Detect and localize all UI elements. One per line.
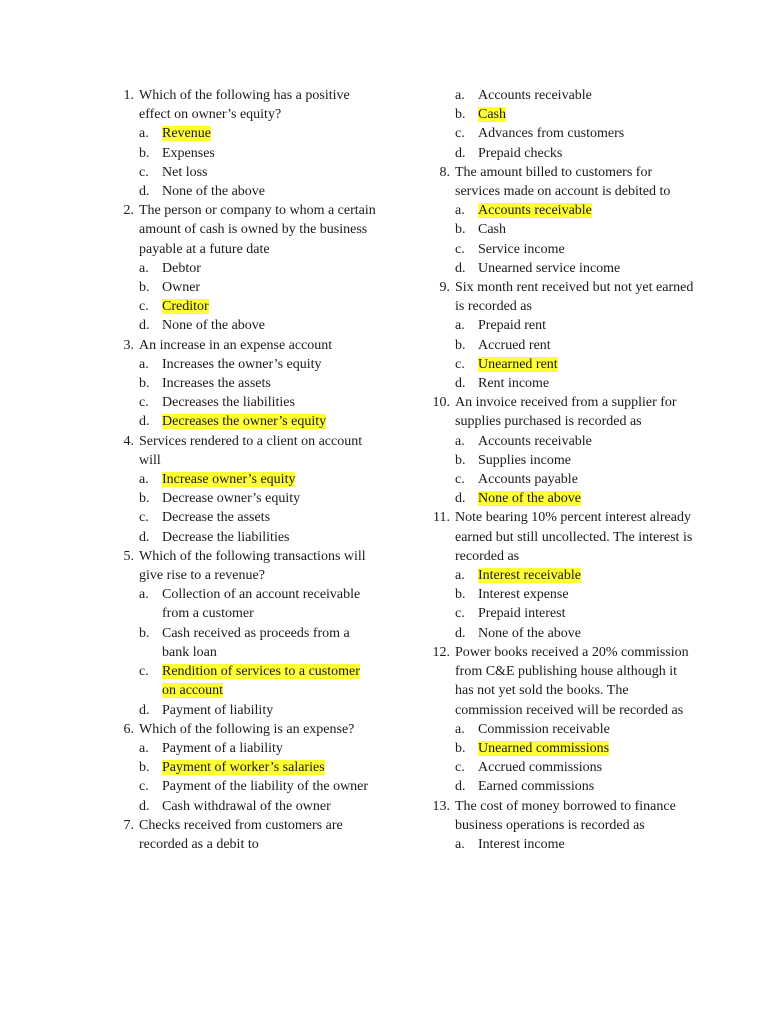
right-column bbox=[424, 86, 696, 854]
highlighted-answer: Payment of worker’s salaries bbox=[162, 760, 325, 776]
answer-options bbox=[424, 566, 696, 643]
highlighted-answer: Unearned commissions bbox=[478, 740, 610, 756]
answer-option bbox=[139, 144, 376, 163]
answer-options bbox=[424, 432, 696, 509]
answer-option bbox=[455, 105, 696, 124]
option-letter: c. bbox=[455, 356, 465, 372]
highlighted-answer: Increase owner’s equity bbox=[162, 472, 296, 488]
option-letter: b. bbox=[139, 145, 150, 161]
answer-option bbox=[139, 758, 376, 777]
question-number: 12. bbox=[432, 644, 450, 660]
highlighted-answer: Interest receivable bbox=[478, 568, 581, 584]
option-text: Interest income bbox=[478, 836, 565, 852]
option-letter: b. bbox=[139, 760, 150, 776]
question-text: Power books received a 20% commission from C&E publishing house although it has not yet sold the books. The commission received will be recorded as bbox=[455, 644, 689, 718]
question-number: 5. bbox=[123, 548, 134, 564]
answer-option bbox=[455, 489, 696, 508]
highlighted-answer: Rendition of services to a customer on account bbox=[162, 664, 360, 699]
question-number: 4. bbox=[123, 433, 134, 449]
option-letter: d. bbox=[139, 414, 150, 430]
question-text: Checks received from customers are recorded as a debit to bbox=[139, 817, 343, 852]
answer-option bbox=[139, 393, 376, 412]
answer-option bbox=[455, 835, 696, 854]
answer-option bbox=[455, 259, 696, 278]
question-number: 9. bbox=[439, 280, 450, 296]
answer-options bbox=[424, 86, 696, 163]
answer-option bbox=[139, 470, 376, 489]
highlighted-answer: Cash bbox=[478, 107, 506, 123]
option-letter: b. bbox=[139, 491, 150, 507]
option-text: Collection of an account receivable from a customer bbox=[162, 587, 361, 622]
question-text: An increase in an expense account bbox=[139, 337, 333, 353]
option-text: Accounts payable bbox=[478, 472, 578, 488]
option-letter: c. bbox=[139, 779, 149, 795]
option-text: Prepaid checks bbox=[478, 145, 563, 161]
option-text: Rent income bbox=[478, 376, 550, 392]
left-column bbox=[108, 86, 376, 854]
question bbox=[108, 86, 376, 124]
option-letter: d. bbox=[455, 491, 466, 507]
option-text: None of the above bbox=[162, 184, 266, 200]
option-text: Commission receivable bbox=[478, 721, 610, 737]
answer-option bbox=[139, 585, 376, 623]
answer-option bbox=[455, 739, 696, 758]
answer-option bbox=[455, 432, 696, 451]
answer-option bbox=[455, 355, 696, 374]
option-letter: d. bbox=[139, 798, 150, 814]
question bbox=[108, 336, 376, 355]
option-letter: c. bbox=[139, 664, 149, 680]
highlighted-answer: Revenue bbox=[162, 126, 211, 142]
option-letter: c. bbox=[455, 472, 465, 488]
option-letter: b. bbox=[139, 625, 150, 641]
option-letter: d. bbox=[139, 184, 150, 200]
option-letter: c. bbox=[139, 299, 149, 315]
answer-option bbox=[455, 758, 696, 777]
option-letter: d. bbox=[139, 702, 150, 718]
answer-options bbox=[424, 835, 696, 854]
answer-option bbox=[139, 508, 376, 527]
option-letter: b. bbox=[455, 107, 466, 123]
option-text: Decrease the assets bbox=[162, 510, 271, 526]
option-letter: c. bbox=[139, 164, 149, 180]
option-text: Debtor bbox=[162, 260, 201, 276]
option-letter: b. bbox=[455, 740, 466, 756]
option-letter: d. bbox=[139, 318, 150, 334]
answer-options bbox=[108, 355, 376, 432]
option-letter: c. bbox=[455, 241, 465, 257]
question-number: 13. bbox=[432, 798, 450, 814]
option-letter: a. bbox=[455, 318, 465, 334]
option-text: Earned commissions bbox=[478, 779, 595, 795]
answer-option bbox=[139, 278, 376, 297]
answer-option bbox=[139, 163, 376, 182]
option-letter: b. bbox=[455, 452, 466, 468]
question-text: Which of the following has a positive effect on owner’s equity? bbox=[139, 88, 350, 123]
option-letter: d. bbox=[455, 779, 466, 795]
option-letter: b. bbox=[455, 587, 466, 603]
answer-option bbox=[455, 720, 696, 739]
option-text: Service income bbox=[478, 241, 565, 257]
answer-option bbox=[139, 777, 376, 796]
question bbox=[424, 163, 696, 201]
question-text: The person or company to whom a certain amount of cash is owned by the business payable at a future date bbox=[139, 203, 376, 257]
answer-options bbox=[108, 739, 376, 816]
answer-option bbox=[455, 201, 696, 220]
option-letter: b. bbox=[455, 337, 466, 353]
question-text: An invoice received from a supplier for supplies purchased is recorded as bbox=[455, 395, 677, 430]
answer-option bbox=[455, 624, 696, 643]
answer-options bbox=[108, 585, 376, 719]
answer-option bbox=[455, 144, 696, 163]
answer-option bbox=[455, 316, 696, 335]
answer-option bbox=[455, 220, 696, 239]
option-text: Cash withdrawal of the owner bbox=[162, 798, 331, 814]
question bbox=[424, 393, 696, 431]
answer-option bbox=[139, 739, 376, 758]
option-letter: a. bbox=[455, 433, 465, 449]
option-text: Prepaid interest bbox=[478, 606, 566, 622]
option-text: None of the above bbox=[162, 318, 266, 334]
answer-option bbox=[139, 624, 376, 662]
answer-option bbox=[455, 604, 696, 623]
question bbox=[424, 508, 696, 566]
option-letter: a. bbox=[455, 836, 465, 852]
answer-option bbox=[139, 489, 376, 508]
answer-option bbox=[455, 240, 696, 259]
question-number: 8. bbox=[439, 164, 450, 180]
highlighted-answer: Creditor bbox=[162, 299, 209, 315]
option-letter: c. bbox=[455, 126, 465, 142]
highlighted-answer: None of the above bbox=[478, 491, 582, 507]
option-letter: d. bbox=[455, 145, 466, 161]
option-letter: b. bbox=[139, 280, 150, 296]
option-text: Increases the assets bbox=[162, 376, 271, 392]
answer-option bbox=[139, 259, 376, 278]
answer-option bbox=[139, 297, 376, 316]
option-text: Advances from customers bbox=[478, 126, 625, 142]
answer-option bbox=[455, 374, 696, 393]
question-number: 6. bbox=[123, 721, 134, 737]
question bbox=[108, 201, 376, 259]
option-text: None of the above bbox=[478, 625, 582, 641]
option-text: Cash received as proceeds from a bank loan bbox=[162, 625, 350, 660]
option-letter: b. bbox=[455, 222, 466, 238]
option-letter: d. bbox=[139, 529, 150, 545]
answer-options bbox=[108, 470, 376, 547]
highlighted-answer: Decreases the owner’s equity bbox=[162, 414, 327, 430]
option-letter: a. bbox=[139, 356, 149, 372]
question-number: 7. bbox=[123, 817, 134, 833]
option-letter: a. bbox=[139, 260, 149, 276]
answer-option bbox=[139, 124, 376, 143]
question bbox=[108, 816, 376, 854]
question-number: 11. bbox=[433, 510, 450, 526]
option-letter: c. bbox=[139, 395, 149, 411]
highlighted-answer: Accounts receivable bbox=[478, 203, 592, 219]
option-letter: c. bbox=[455, 760, 465, 776]
option-letter: c. bbox=[139, 510, 149, 526]
question-number: 3. bbox=[123, 337, 134, 353]
option-text: Owner bbox=[162, 280, 201, 296]
question bbox=[108, 432, 376, 470]
question-text: The cost of money borrowed to finance business operations is recorded as bbox=[455, 798, 676, 833]
option-letter: a. bbox=[139, 472, 149, 488]
option-text: Decrease the liabilities bbox=[162, 529, 290, 545]
option-letter: a. bbox=[455, 203, 465, 219]
answer-option bbox=[455, 336, 696, 355]
option-letter: a. bbox=[139, 587, 149, 603]
answer-option bbox=[139, 662, 376, 700]
answer-option bbox=[139, 412, 376, 431]
question-text: The amount billed to customers for services made on account is debited to bbox=[455, 164, 671, 200]
option-letter: d. bbox=[455, 625, 466, 641]
option-text: Net loss bbox=[162, 164, 208, 180]
question-text: Note bearing 10% percent interest already earned but still uncollected. The interest is recorded as bbox=[455, 510, 693, 564]
option-text: Interest expense bbox=[478, 587, 569, 603]
option-text: Accrued rent bbox=[478, 337, 551, 353]
option-text: Accrued commissions bbox=[478, 760, 603, 776]
question-number: 1. bbox=[123, 88, 134, 103]
question bbox=[108, 547, 376, 585]
answer-option bbox=[455, 470, 696, 489]
option-letter: a. bbox=[455, 568, 465, 584]
question bbox=[424, 278, 696, 316]
question-number: 2. bbox=[123, 203, 134, 219]
answer-option bbox=[139, 182, 376, 201]
option-text: Decreases the liabilities bbox=[162, 395, 295, 411]
option-text: Payment of the liability of the owner bbox=[162, 779, 369, 795]
answer-option bbox=[139, 355, 376, 374]
answer-option bbox=[139, 701, 376, 720]
option-text: Cash bbox=[478, 222, 506, 238]
answer-option bbox=[139, 316, 376, 335]
question-number: 10. bbox=[432, 395, 450, 411]
answer-option bbox=[455, 451, 696, 470]
question bbox=[424, 797, 696, 835]
option-text: Accounts receivable bbox=[478, 433, 592, 449]
option-text: Prepaid rent bbox=[478, 318, 547, 334]
option-text: Expenses bbox=[162, 145, 215, 161]
answer-option bbox=[455, 585, 696, 604]
option-text: Payment of a liability bbox=[162, 740, 283, 756]
question-text: Which of the following transactions will give rise to a revenue? bbox=[139, 548, 366, 584]
option-letter: d. bbox=[455, 376, 466, 392]
answer-option bbox=[455, 86, 696, 105]
answer-options bbox=[424, 201, 696, 278]
answer-option bbox=[455, 124, 696, 143]
option-letter: d. bbox=[455, 260, 466, 276]
question bbox=[108, 720, 376, 739]
option-letter: a. bbox=[139, 740, 149, 756]
question-text: Services rendered to a client on account will bbox=[139, 433, 363, 468]
answer-option bbox=[139, 374, 376, 393]
option-text: Payment of liability bbox=[162, 702, 274, 718]
question-text: Which of the following is an expense? bbox=[139, 721, 355, 737]
answer-options bbox=[424, 720, 696, 797]
option-text: Supplies income bbox=[478, 452, 571, 468]
question bbox=[424, 643, 696, 720]
option-letter: a. bbox=[455, 88, 465, 103]
answer-option bbox=[455, 777, 696, 796]
answer-option bbox=[139, 528, 376, 547]
option-letter: b. bbox=[139, 376, 150, 392]
answer-option bbox=[139, 797, 376, 816]
answer-options bbox=[424, 316, 696, 393]
highlighted-answer: Unearned rent bbox=[478, 356, 558, 372]
option-text: Accounts receivable bbox=[478, 88, 592, 103]
option-text: Decrease owner’s equity bbox=[162, 491, 301, 507]
option-text: Unearned service income bbox=[478, 260, 621, 276]
question-text: Six month rent received but not yet earned is recorded as bbox=[455, 280, 694, 315]
answer-options bbox=[108, 124, 376, 201]
option-letter: a. bbox=[139, 126, 149, 142]
answer-option bbox=[455, 566, 696, 585]
answer-options bbox=[108, 259, 376, 336]
option-text: Increases the owner’s equity bbox=[162, 356, 322, 372]
option-letter: c. bbox=[455, 606, 465, 622]
option-letter: a. bbox=[455, 721, 465, 737]
